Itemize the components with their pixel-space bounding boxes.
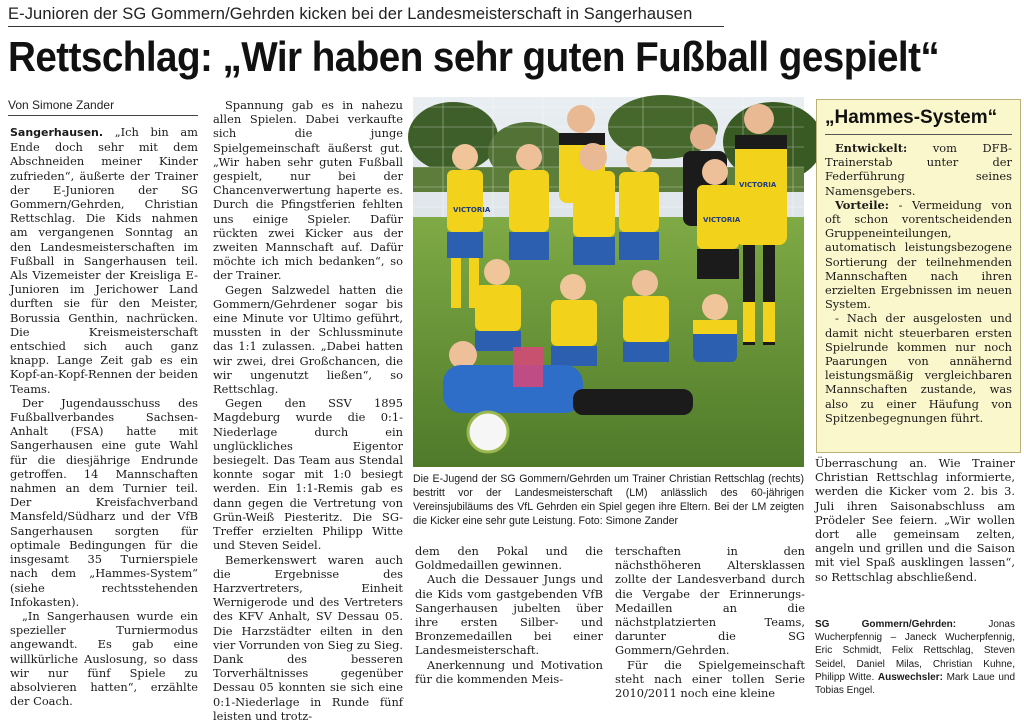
article-column-2 <box>213 98 403 723</box>
caption-text: Die E-Jugend der SG Gommern/Gehrden um Trainer Christian Rettschlag (rechts) bestritt vor der Landesmeisterschaft (LM) anlässlich des 60-jährigen Vereinsjubiläums des VfL Gehrden ein Spiel gegen ihre Eltern. Bei der LM zeigten die Kicker eine sehr gute Leistung. <box>413 473 804 527</box>
info-label: Vorteile: <box>835 197 890 212</box>
paragraph: „In Sangerhausen wurde ein spezieller Turniermodus angewandt. Es gab eine willkürliche Auslosung, so dass wir nur fünf Spiele zu absolvieren hatten“, erzählte der Coach. <box>10 608 198 709</box>
info-label: Entwickelt: <box>835 141 908 155</box>
subs-label: Auswechsler: <box>877 671 943 683</box>
jersey-text: VICTORIA <box>703 216 741 224</box>
info-text: vom DFB-Trainerstab unter der Federführung seines Namensgebers. <box>825 141 1013 198</box>
info-box-title: „Hammes-System“ <box>825 107 998 128</box>
article-column-1 <box>10 125 198 709</box>
jersey-text: VICTORIA <box>739 181 777 189</box>
kicker: E-Junioren der SG Gommern/Gehrden kicken bei der Landesmeisterschaft in Sangerhausen <box>8 5 693 23</box>
team-photo <box>413 97 804 467</box>
paragraph: „Ich bin am Ende doch sehr mit dem Abschneiden meiner Kinder zufrieden“, äußerte der Trainer der E-Junioren der SG Gommern/Gehrden, Christian Rettschlag. Die Kids nahmen am vergangenen Sonntag an den Landesmeisterschaften im Fußball in Sangerhausen teil. Als Vizemeister der Kreisliga E-Junioren im Jerichower Land durften sie für den Meister, Borussia Genthin, nachrücken. Die Kreismeisterschaft entschied sich auch ganz knapp. Lange Zeit gab es ein Kopf-an-Kopf-Rennen der beiden Teams. <box>10 125 198 396</box>
paragraph: Gegen den SSV 1895 Magdeburg wurde die 0:1-Niederlage durch ein unglückliches Eigentor besiegelt. Das Team aus Stendal konnte sogar mit 1:0 besiegt werden. Ein 1:1-Remis gab es dann gegen die Vertretung von Grün-Weiß Piesteritz. Die SG-Treffer erzielten Philipp Witte und Steven Seidel. <box>213 396 403 553</box>
info-box <box>816 99 1021 453</box>
headline: Rettschlag: „Wir haben sehr guten Fußball gespielt“ <box>8 33 940 80</box>
info-box-rule <box>825 134 1012 135</box>
paragraph: Für die Spielgemeinschaft steht nach einer tollen Serie 2010/2011 noch eine kleine <box>615 657 805 701</box>
lineup-label: SG Gommern/Gehrden: <box>815 619 957 630</box>
paragraph: dem den Pokal und die Goldmedaillen gewinnen. <box>415 544 603 573</box>
paragraph: Der Jugendausschuss des Fußballverbandes Sachsen-Anhalt (FSA) hatte mit Sangerhausen eine gute Wahl für die diesjährige Endrunde getroffen. 14 Mannschaften nahmen an dem Turnier teil. Der Kreisfachverband Mansfeld/Südharz und der VfB Sangerhausen sorgten für optimale Bedingungen für die insgesamt 35 Turnierspiele nach dem „Hammes-System“ (siehe rechtsstehenden Infokasten). <box>10 395 198 609</box>
paragraph: Auch die Dessauer Jungs und die Kids vom gastgebenden VfB Sangerhausen jubelten über ihre ersten Silber- und Bronzemedaillen bei einer Landesmeisterschaft. <box>415 572 603 658</box>
article-column-5 <box>815 456 1015 606</box>
lineup-players: Jonas Wucherpfennig – Janeck Wucherpfennig, Eric Schmidt, Felix Rettschlag, Steven Seidel, Daniel Milas, Christian Kuhne, Philipp Witte. <box>815 619 1015 683</box>
article-column-4 <box>615 544 805 701</box>
info-text: - Nach der ausgelosten und damit nicht steuerbaren ersten Spielrunde kommen nur noch Paarungen von annähernd leistungsmäßig vergleichbaren Mannschaften zustande, was also zu einer Häufung von Spitzenbegegnungen führt. <box>825 311 1012 425</box>
paragraph: Anerkennung und Motivation für die kommenden Meis- <box>415 657 603 686</box>
paragraph: Spannung gab es in nahezu allen Spielen. Dabei verkaufte sich die junge Spielgemeinschaft äußerst gut. „Wir haben sehr guten Fußball gespielt, nur bei der Chancenverwertung haperte es. Durch die Pfingstferien fehlten uns einige Spieler. Dafür rückten zwei Kicker aus der zweiten Mannschaft auf. Dafür möchte ich mich bedanken“, so der Trainer. <box>213 98 403 283</box>
team-lineup <box>815 618 1015 697</box>
photo-caption <box>413 472 804 528</box>
dateline: Sangerhausen. <box>10 126 104 139</box>
subs-players: Mark Laue und Tobias Engel. <box>815 671 1016 697</box>
paragraph: Gegen Salzwedel hatten die Gommern/Gehrdener sogar bis eine Minute vor Ultimo geführt, mussten in der Schlussminute das 1:1 zulassen. „Dabei hatten wir zwei, drei Großchancen, die wir ungenutzt ließen“, so Rettschlag. <box>213 282 403 397</box>
byline-rule <box>8 115 198 116</box>
paragraph: terschaften in den nächsthöheren Altersklassen zollte der Landesverband durch die Vergabe der Erinnerungs-Medaillen an die nächstplatzierten Teams, darunter die SG Gommern/Gehrden. <box>615 544 805 658</box>
kicker-rule <box>8 26 724 27</box>
byline: Von Simone Zander <box>8 98 115 112</box>
jersey-text: VICTORIA <box>453 206 491 214</box>
photo-credit: Foto: Simone Zander <box>578 515 679 527</box>
paragraph: Bemerkenswert waren auch die Ergebnisse des Harzvertreters, Einheit Wernigerode und des Vertreters des KFV Anhalt, SV Dessau 05. Die Harzstädter eilten in den vier Vorrunden von Sieg zu Sieg. Dank des besseren Torverhältnisses gegenüber Dessau 05 konnten sie sich eine 0:1-Niederlage in Runde fünf leisten und trotz- <box>213 552 403 723</box>
article-column-3 <box>415 544 603 690</box>
info-text: - Vermeidung von oft schon vorentscheidenden Gruppeneinteilungen, automatisch leistungsbezogene Sortierung der teilnehmenden Mannschaften nach ihren erzielten Ergebnissen im neuen System. <box>825 197 1013 312</box>
paragraph: Überraschung an. Wie Trainer Christian Rettschlag informierte, werden die Kicker vom 2. bis 3. Juli ihren Saisonabschluss am Prödeler See feiern. „Wir wollen dort alle gemeinsam zelten, angeln und grillen und die Saison mit viel Spaß ausklingen lassen“, so Rettschlag abschließend. <box>815 456 1015 584</box>
